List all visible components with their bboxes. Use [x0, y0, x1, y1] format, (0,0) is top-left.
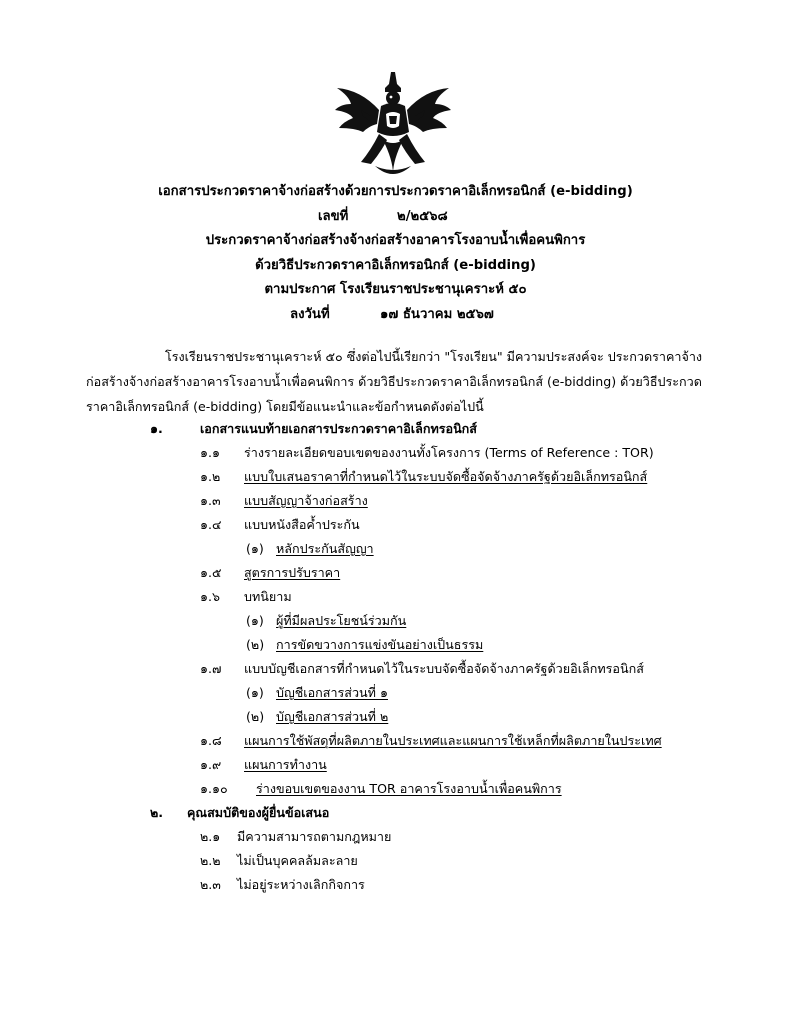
- subitem-link[interactable]: การขัดขวางการแข่งขันอย่างเป็นธรรม: [276, 637, 484, 652]
- item-number: ๒.๓: [200, 877, 221, 892]
- item-number: ๑.๗: [200, 661, 222, 676]
- section-number: ๑.: [150, 421, 163, 436]
- item-link[interactable]: แผนการทำงาน: [244, 757, 327, 772]
- item-number: ๑.๒: [200, 469, 221, 484]
- item-number: ๑.๖: [200, 589, 220, 604]
- date-value: ๑๗ ธันวาคม ๒๕๖๗: [380, 307, 494, 322]
- item-link[interactable]: แผนการใช้พัสดุที่ผลิตภายในประเทศและแผนการใช้เหล็กที่ผลิตภายในประเทศ: [244, 733, 662, 748]
- item-text: มีความสามารถตามกฎหมาย: [237, 829, 392, 844]
- item-text: ไม่อยู่ระหว่างเลิกกิจการ: [237, 877, 365, 892]
- item-text: ไม่เป็นบุคคลล้มละลาย: [237, 853, 358, 868]
- item-number: ๑.๙: [200, 757, 222, 772]
- subitem-number: (๑): [246, 685, 264, 700]
- project-title: ประกวดราคาจ้างก่อสร้างจ้างก่อสร้างอาคารโรงอาบน้ำเพื่อคนพิการ: [205, 233, 586, 248]
- item-number: ๒.๒: [200, 853, 221, 868]
- intro-line-1: โรงเรียนราชประชานุเคราะห์ ๕๐ ซึ่งต่อไปนี้เรียกว่า "โรงเรียน" มีความประสงค์จะ ประกวดราคาจ้าง: [165, 349, 703, 364]
- item-link[interactable]: แบบสัญญาจ้างก่อสร้าง: [244, 493, 368, 508]
- item-number: ๑.๑: [200, 445, 220, 460]
- date-label: ลงวันที่: [290, 307, 330, 322]
- document-title: เอกสารประกวดราคาจ้างก่อสร้างด้วยการประกวดราคาอิเล็กทรอนิกส์ (e-bidding): [158, 184, 633, 199]
- subitem-link[interactable]: บัญชีเอกสารส่วนที่ ๒: [276, 709, 389, 724]
- subitem-link[interactable]: ผู้ที่มีผลประโยชน์ร่วมกัน: [276, 613, 407, 628]
- item-text: แบบบัญชีเอกสารที่กำหนดไว้ในระบบจัดซื้อจัดจ้างภาครัฐด้วยอิเล็กทรอนิกส์: [244, 661, 644, 676]
- subitem-number: (๑): [246, 541, 264, 556]
- section-title: เอกสารแนบท้ายเอกสารประกวดราคาอิเล็กทรอนิกส์: [200, 421, 477, 436]
- item-number: ๑.๓: [200, 493, 221, 508]
- item-number: ๑.๑๐: [200, 781, 228, 796]
- intro-line-2: ก่อสร้างจ้างก่อสร้างอาคารโรงอาบน้ำเพื่อคนพิการ ด้วยวิธีประกวดราคาอิเล็กทรอนิกส์ (e-bidding) ด้วยวิธีประกวด: [86, 374, 702, 389]
- item-link[interactable]: แบบใบเสนอราคาที่กำหนดไว้ในระบบจัดซื้อจัดจ้างภาครัฐด้วยอิเล็กทรอนิกส์: [244, 469, 648, 484]
- item-number: ๑.๕: [200, 565, 222, 580]
- item-number: ๑.๔: [200, 517, 222, 532]
- method-line: ด้วยวิธีประกวดราคาอิเล็กทรอนิกส์ (e-bidding): [255, 258, 536, 273]
- subitem-number: (๑): [246, 613, 264, 628]
- subitem-link[interactable]: บัญชีเอกสารส่วนที่ ๑: [276, 685, 388, 700]
- item-link[interactable]: ร่างขอบเขตของงาน TOR อาคารโรงอาบน้ำเพื่อคนพิการ: [256, 781, 562, 796]
- section-number: ๒.: [150, 805, 164, 820]
- section-title: คุณสมบัติของผู้ยื่นข้อเสนอ: [187, 805, 330, 820]
- item-number: ๒.๑: [200, 829, 221, 844]
- garuda-emblem: [331, 70, 455, 182]
- item-text: แบบหนังสือค้ำประกัน: [244, 517, 360, 532]
- item-text: บทนิยาม: [244, 589, 292, 604]
- subitem-number: (๒): [246, 637, 265, 652]
- item-link[interactable]: สูตรการปรับราคา: [244, 565, 341, 580]
- item-number: ๑.๘: [200, 733, 222, 748]
- number-label: เลขที่: [318, 209, 349, 224]
- announcement-line: ตามประกาศ โรงเรียนราชประชานุเคราะห์ ๕๐: [264, 282, 527, 297]
- number-value: ๒/๒๕๖๘: [397, 209, 448, 224]
- intro-line-3: ราคาอิเล็กทรอนิกส์ (e-bidding) โดยมีข้อแนะนำและข้อกำหนดดังต่อไปนี้: [86, 399, 484, 414]
- subitem-link[interactable]: หลักประกันสัญญา: [276, 541, 374, 556]
- item-text: ร่างรายละเอียดขอบเขตของงานทั้งโครงการ (Terms of Reference : TOR): [244, 445, 654, 460]
- subitem-number: (๒): [246, 709, 265, 724]
